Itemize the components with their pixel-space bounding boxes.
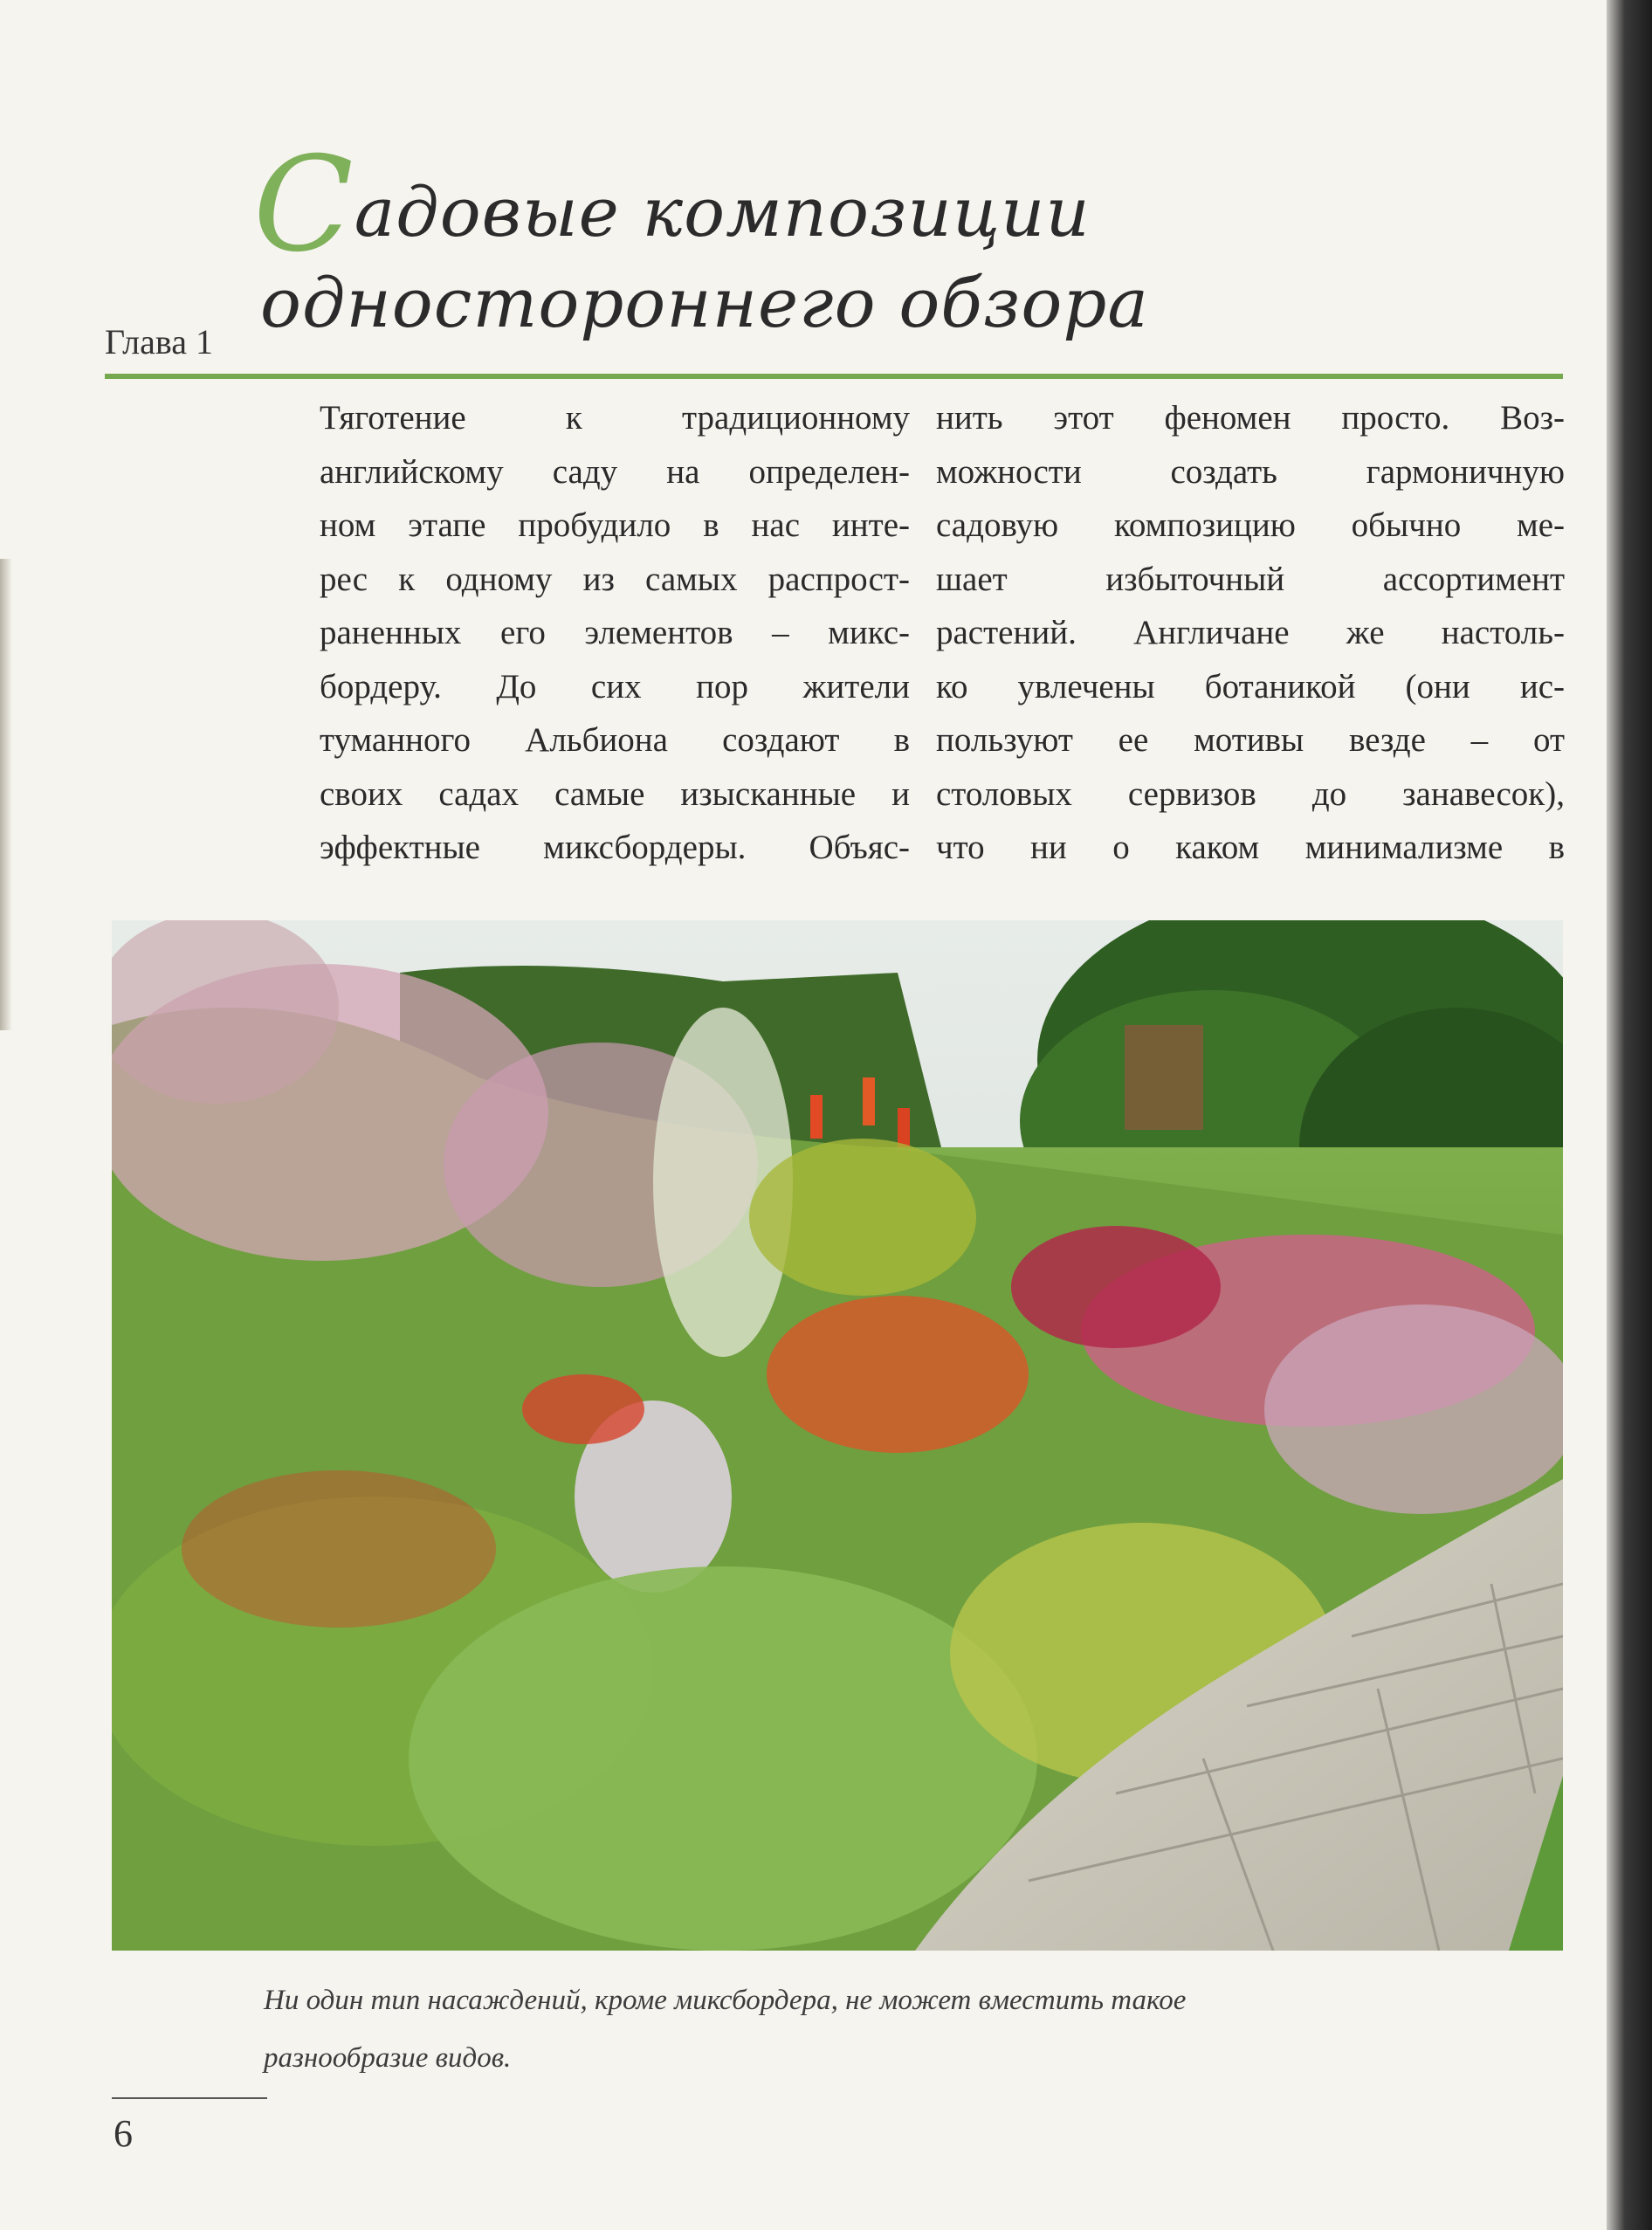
- body-line: шает избыточный ассортимент: [936, 560, 1565, 598]
- photo-caption: [264, 1972, 1486, 2087]
- body-line: Тяготение к традиционному: [320, 399, 910, 437]
- body-line: бордеру. До сих пор жители: [320, 667, 910, 705]
- body-line: эффектные миксбордеры. Объяс-: [320, 829, 910, 866]
- title-divider: [105, 374, 1563, 379]
- title-line-1: [253, 129, 1519, 281]
- binding-shadow: [0, 559, 12, 1030]
- body-line: рес к одному из самых распрост-: [320, 560, 910, 598]
- title-line-1-text: адовые композиции: [354, 174, 1091, 252]
- garden-photo: [112, 920, 1563, 1951]
- body-line: растений. Англичане же настоль-: [936, 614, 1565, 651]
- body-line: ном этапе пробудило в нас инте-: [320, 506, 910, 544]
- chapter-title: [253, 129, 1519, 367]
- caption-line-2: разнообразие видов.: [264, 2042, 512, 2074]
- chapter-label: Глава 1: [105, 322, 213, 361]
- title-initial-letter: С: [253, 129, 354, 281]
- footer-rule: [112, 2097, 267, 2099]
- body-line: туманного Альбиона создают в: [320, 721, 910, 759]
- body-line: раненных его элементов – микс-: [320, 614, 910, 651]
- body-line: своих садах самые изысканные и: [320, 774, 910, 813]
- title-line-2: одностороннего обзора: [260, 265, 1149, 343]
- body-line: столовых сервизов до занавесок),: [936, 774, 1565, 813]
- body-line: пользуют ее мотивы везде – от: [936, 721, 1565, 759]
- caption-line-1: Ни один тип насаждений, кроме миксбордера, не может вместить такое: [264, 1985, 1187, 2016]
- body-line: что ни о каком минимализме в: [936, 829, 1565, 866]
- body-line: нить этот феномен просто. Воз-: [936, 399, 1565, 437]
- body-line: можности создать гармоничную: [936, 452, 1565, 491]
- body-column-left: [264, 391, 910, 875]
- body-column-right: [936, 391, 1565, 875]
- body-line: ко увлечены ботаникой (они ис-: [936, 667, 1565, 705]
- page-number: 6: [114, 2112, 133, 2155]
- body-line: английскому саду на определен-: [320, 452, 910, 491]
- body-line: садовую композицию обычно ме-: [936, 506, 1565, 544]
- scan-edge-shadow: [1607, 0, 1652, 2230]
